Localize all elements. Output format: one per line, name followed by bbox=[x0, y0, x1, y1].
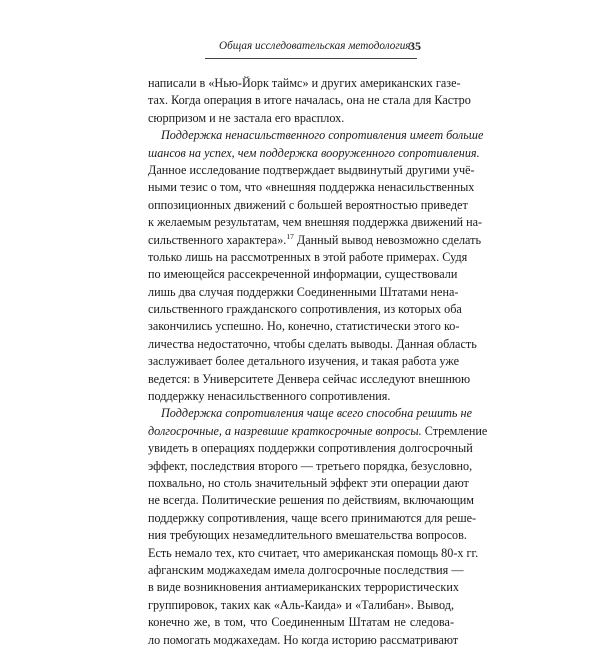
text-line bbox=[148, 162, 475, 179]
text-line bbox=[148, 127, 484, 144]
text-segment: конечно же, в том, что Соединенным Штатам не следова- bbox=[148, 615, 454, 630]
text-segment: заслуживает более детального изучения, и такая работа уже bbox=[148, 354, 460, 369]
text-line bbox=[148, 527, 467, 544]
text-segment: лишь два случая поддержки Соединенными Штатами нена- bbox=[148, 284, 459, 299]
text-line bbox=[148, 75, 461, 92]
text-line bbox=[148, 458, 473, 475]
text-line bbox=[148, 284, 459, 301]
text-segment: Стремление bbox=[421, 423, 488, 438]
text-segment: Есть немало тех, кто считает, что американская помощь 80-х гг. bbox=[148, 545, 479, 560]
text-segment: только лишь на рассмотренных в этой работе примерах. Судя bbox=[148, 249, 468, 264]
text-line bbox=[148, 336, 477, 353]
footnote-ref: 17 bbox=[286, 231, 294, 241]
text-line bbox=[148, 492, 474, 509]
text-line bbox=[148, 388, 454, 405]
text-segment: не всегда. Политические решения по действиям, включающим bbox=[148, 493, 474, 508]
text-line bbox=[148, 562, 464, 579]
text-line bbox=[148, 440, 473, 457]
text-line bbox=[148, 266, 458, 283]
italic-text: шансов на успех, чем поддержка вооруженного сопротивления. bbox=[148, 145, 480, 160]
text-line bbox=[148, 92, 471, 109]
page-number: 35 bbox=[409, 39, 421, 53]
text-segment: оппозиционных движений с большей вероятностью приведет bbox=[148, 197, 468, 212]
text-line bbox=[148, 249, 468, 266]
text-segment: к желаемым результатам, чем внешняя поддержка движений на- bbox=[148, 215, 483, 230]
italic-text: Поддержка сопротивления чаще всего способна решить не bbox=[161, 406, 472, 421]
text-segment: группировок, таких как «Аль-Каида» и «Талибан». Вывод, bbox=[148, 597, 454, 612]
text-line bbox=[148, 214, 483, 231]
text-segment: сильственного характера». bbox=[148, 232, 287, 247]
text-line bbox=[148, 231, 482, 249]
text-segment: написали в «Нью-Йорк таймс» и других американских газе- bbox=[148, 76, 461, 90]
text-segment: закончились успешно. Но, конечно, статистически этого ко- bbox=[148, 319, 460, 334]
text-line bbox=[148, 614, 454, 631]
text-line bbox=[148, 371, 471, 388]
body-text bbox=[148, 75, 488, 649]
running-title: Общая исследовательская методология bbox=[219, 40, 411, 52]
text-segment: по имеющейся рассекреченной информации, существовали bbox=[148, 267, 458, 282]
italic-text: долгосрочные, а назревшие краткосрочные вопросы. bbox=[148, 423, 422, 438]
text-line bbox=[148, 353, 460, 370]
text-line bbox=[148, 475, 469, 492]
text-segment: увидеть в операциях поддержки сопротивления долгосрочный bbox=[148, 441, 473, 456]
text-segment: сюрпризом и не застала его врасплох. bbox=[148, 110, 345, 125]
text-line bbox=[148, 405, 472, 422]
text-line bbox=[148, 318, 460, 335]
text-segment: эффект, последствия второго — третьего порядка, безусловно, bbox=[148, 458, 473, 473]
text-segment: афганским моджахедам имела долгосрочные последствия — bbox=[148, 562, 464, 577]
text-line bbox=[148, 510, 477, 527]
text-line bbox=[148, 179, 475, 196]
text-segment: сильственного гражданского сопротивления, из которых оба bbox=[148, 302, 462, 317]
text-segment: ведется: в Университете Денвера сейчас исследуют внешнюю bbox=[148, 371, 471, 386]
text-line bbox=[148, 579, 459, 596]
text-segment: похвально, но столь значительный эффект эти операции дают bbox=[148, 475, 469, 490]
text-segment: поддержку ненасильственного сопротивления. bbox=[148, 389, 391, 404]
text-segment: тах. Когда операция в итоге началась, она не стала для Кастро bbox=[148, 93, 471, 108]
text-line bbox=[148, 632, 459, 649]
text-line bbox=[148, 423, 488, 440]
text-line bbox=[148, 145, 480, 162]
text-segment: ными тезис о том, что «внешняя поддержка ненасильственных bbox=[148, 180, 475, 195]
text-line bbox=[148, 197, 468, 214]
text-segment: Данное исследование подтверждает выдвинутый другими учё- bbox=[148, 162, 475, 177]
text-segment: личества недостаточно, чтобы сделать выводы. Данная область bbox=[148, 336, 477, 351]
text-line bbox=[148, 110, 454, 127]
text-segment: в виде возникновения антиамериканских террористических bbox=[148, 580, 459, 595]
text-line bbox=[148, 301, 462, 318]
italic-text: Поддержка ненасильственного сопротивления имеет больше bbox=[161, 128, 484, 143]
text-segment: Данный вывод невозможно сделать bbox=[293, 232, 482, 247]
text-segment: ло помогать моджахедам. Но когда историю рассматривают bbox=[148, 632, 459, 647]
text-segment: ния требующих незамедлительного вмешательства вопросов. bbox=[148, 528, 467, 543]
text-segment: поддержку сопротивления, чаще всего принимаются для реше- bbox=[148, 510, 477, 525]
text-line bbox=[148, 597, 454, 614]
header-rule bbox=[205, 58, 417, 59]
text-line bbox=[148, 545, 479, 562]
running-header bbox=[205, 38, 421, 56]
